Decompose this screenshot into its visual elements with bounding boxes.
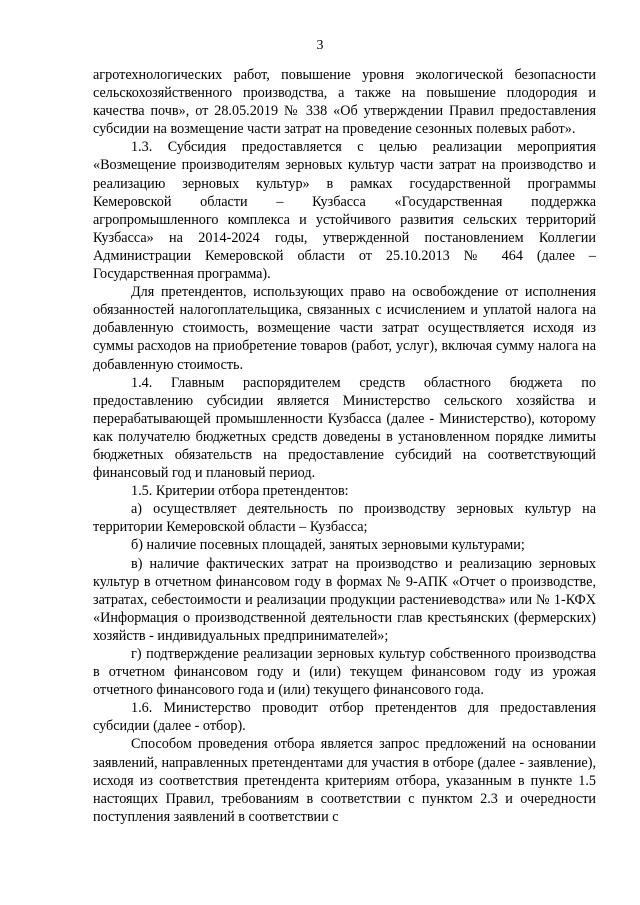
criterion-a: а) осуществляет деятельность по производству зерновых культур на территории Кемеровской области – Кузбасса; — [93, 501, 596, 536]
page-number: 3 — [316, 38, 324, 53]
paragraph-1-5: 1.5. Критерии отбора претендентов: — [131, 483, 349, 500]
paragraph-vat-exemption: Для претендентов, использующих право на освобождение от исполнения обязанностей налогоплательщика, связанных с исчислением и уплатой налога на добавленную стоимость, возмещение части затрат осуществляется исходя из суммы расходов на приобретение товаров (работ, услуг), включая сумму налога на добавленную стоимость. — [93, 284, 596, 373]
paragraph-1-4: 1.4. Главным распорядителем средств областного бюджета по предоставлению субсидии является Министерство сельского хозяйства и перерабатывающей промышленности Кузбасса (далее - Министерство), которому как получателю бюджетных средств доведены в установленном порядке лимиты бюджетных обязательств на предоставление субсидий на соответствующий финансовый год и плановый период. — [93, 374, 596, 482]
document-body — [93, 66, 596, 826]
criterion-v: в) наличие фактических затрат на производство и реализацию зерновых культур в отчетном финансовом году в формах № 9-АПК «Отчет о производстве, затратах, себестоимости и реализации продукции растениеводства» или № 1-КФХ «Информация о производственной деятельности глав крестьянских (фермерских) хозяйств - индивидуальных предпринимателей»; — [93, 555, 596, 644]
criterion-b: б) наличие посевных площадей, занятых зерновыми культурами; — [131, 537, 525, 554]
criterion-g: г) подтверждение реализации зерновых культур собственного производства в отчетном финансовом году и (или) текущем финансовом году из урожая отчетного финансового года и (или) текущего финансового года. — [93, 646, 596, 699]
paragraph-1-6: 1.6. Министерство проводит отбор претендентов для предоставления субсидии (далее - отбор). — [93, 700, 596, 735]
paragraph-selection-method: Способом проведения отбора является запрос предложений на основании заявлений, направленных претендентами для участия в отборе (далее - заявление), исходя из соответствия претендента критериям отбора, указанным в пункте 1.5 настоящих Правил, требованиям в соответствии с пунктом 2.3 и очередности поступления заявлений в соответствии с — [93, 736, 596, 825]
paragraph-continuation: агротехнологических работ, повышение уровня экологической безопасности сельскохозяйственного производства, а также на повышение плодородия и качества почв», от 28.05.2019 № 338 «Об утверждении Правил предоставления субсидии на возмещение части затрат на проведение сезонных полевых работ». — [93, 67, 596, 138]
paragraph-1-3: 1.3. Субсидия предоставляется с целью реализации мероприятия «Возмещение производителям зерновых культур части затрат на производство и реализацию зерновых культур» в рамках государственной программы Кемеровской области – Кузбасса «Государственная поддержка агропромышленного комплекса и устойчивого развития сельских территорий Кузбасса» на 2014-2024 годы, утвержденной постановлением Коллегии Администрации Кемеровской области от 25.10.2013 № 464 (далее – Государственная программа). — [93, 139, 596, 283]
